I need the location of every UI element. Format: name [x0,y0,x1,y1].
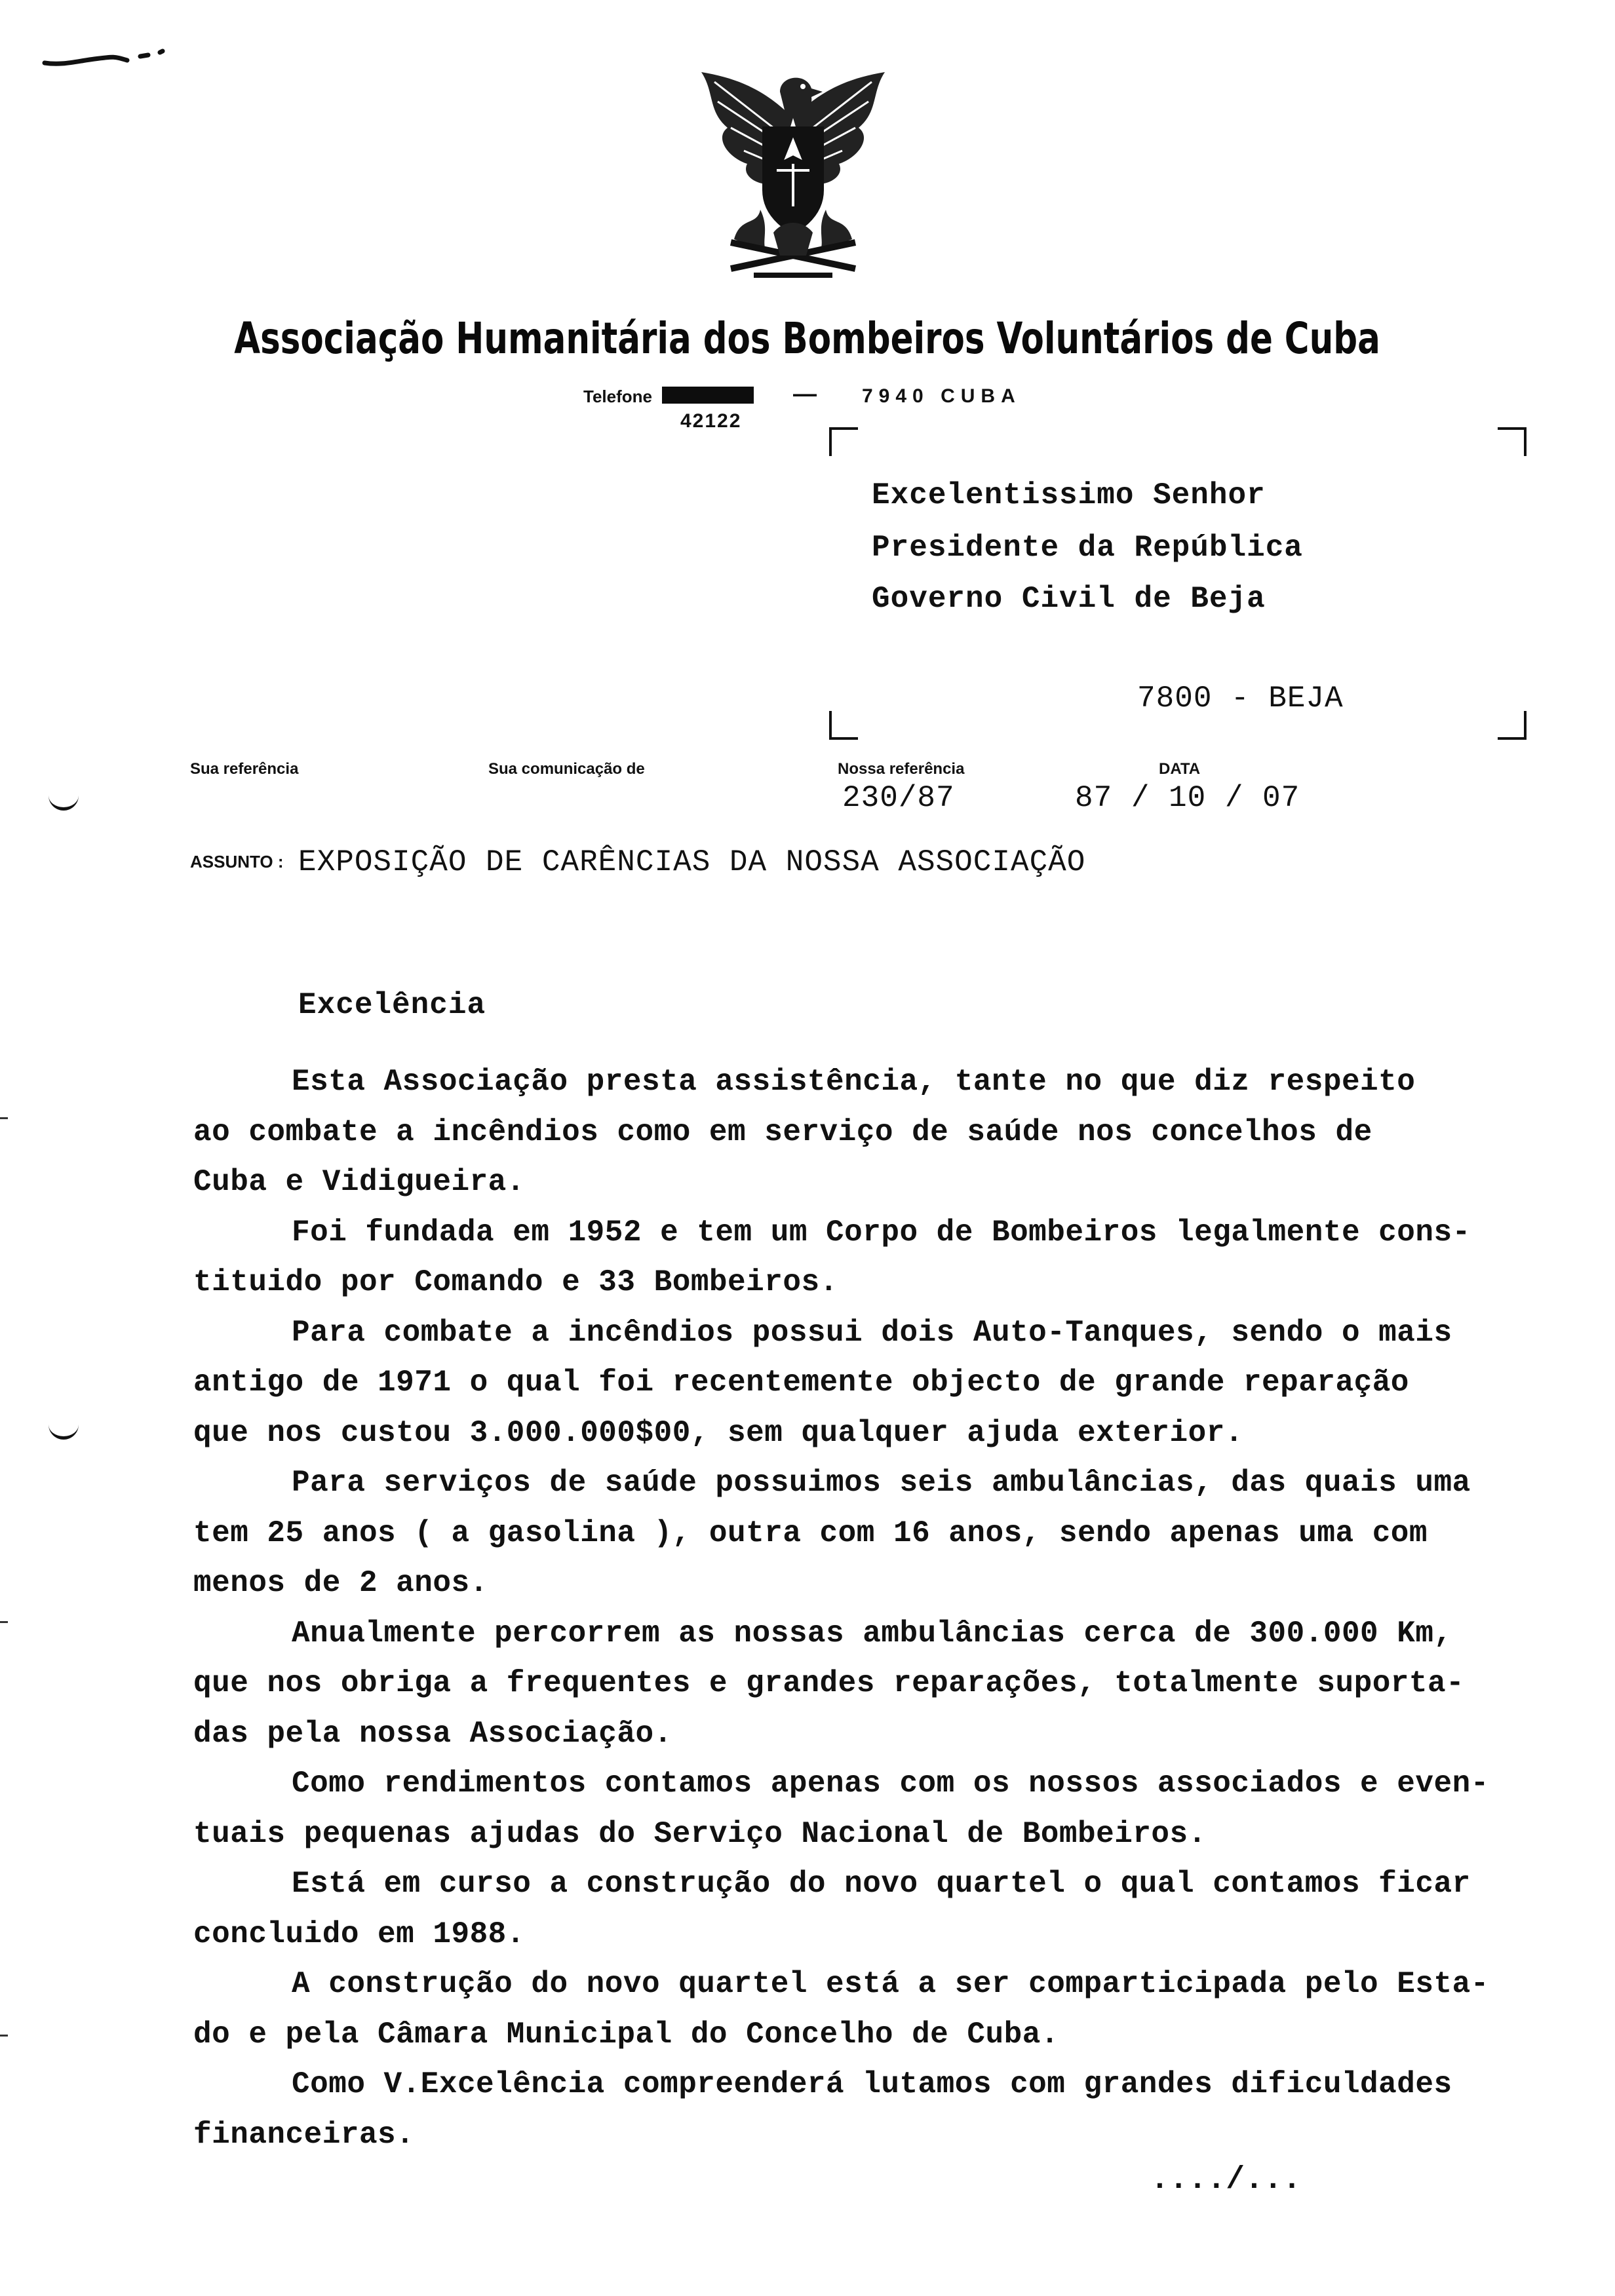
recipient-line: Presidente da República [872,531,1303,565]
body-line: A construção do novo quartel está a ser comparticipada pelo Esta- [292,1967,1489,2001]
phone-number: 42122 [680,410,742,432]
body-line: Como V.Excelência compreenderá lutamos com grandes dificuldades [292,2067,1452,2101]
body-line: que nos obriga a frequentes e grandes reparações, totalmente suporta- [193,1666,1465,1700]
phone-dash: — [793,380,817,407]
subject-label: ASSUNTO : [190,852,284,871]
recipient-postal-line: 7800 - BEJA [1137,681,1344,716]
body-line: Cuba e Vidigueira. [193,1165,525,1199]
body-line: Anualmente percorrem as nossas ambulâncias cerca de 300.000 Km, [292,1616,1452,1651]
body-line: Foi fundada em 1952 e tem um Corpo de Bombeiros legalmente cons- [292,1215,1471,1250]
recipient-line: Governo Civil de Beja [872,582,1266,616]
margin-scribble [42,46,166,72]
body-line: Esta Associação presta assistência, tante no que diz respeito [292,1065,1416,1099]
continuation-mark: ..../... [1150,2162,1302,2198]
punch-hole-mark [49,1421,79,1440]
date-value: 87 / 10 / 07 [1075,781,1300,815]
body-line: Para combate a incêndios possui dois Auto-Tanques, sendo o mais [292,1315,1452,1350]
your-reference-label: Sua referência [190,760,299,778]
address-window-corner [1498,711,1527,740]
margin-tick [0,2035,8,2037]
redaction-bar [662,387,754,404]
body-line: Como rendimentos contamos apenas com os nossos associados e even- [292,1767,1489,1801]
recipient-line: Excelentissimo Senhor [872,478,1266,512]
greeting: Excelência [298,988,486,1022]
body-line: que nos custou 3.000.000$00, sem qualquer ajuda exterior. [193,1415,1243,1450]
eagle-emblem-icon [695,66,891,288]
body-line: menos de 2 anos. [193,1566,488,1600]
address-window-corner [829,711,858,740]
body-line: Está em curso a construção do novo quartel o qual contamos ficar [292,1867,1471,1901]
body-line: tituido por Comando e 33 Bombeiros. [193,1265,838,1299]
punch-hole-mark [49,792,79,811]
phone-label: Telefone [583,387,652,406]
body-line: concluido em 1988. [193,1917,525,1951]
organization-name: Associação Humanitária dos Bombeiros Voluntários de Cuba [234,313,1380,364]
address-window-corner [829,427,858,456]
body-line: antigo de 1971 o qual foi recentemente objecto de grande reparação [193,1366,1409,1400]
body-line: tuais pequenas ajudas do Serviço Nacional de Bombeiros. [193,1816,1207,1851]
body-line: Para serviços de saúde possuimos seis ambulâncias, das quais uma [292,1466,1471,1500]
subject-value: EXPOSIÇÃO DE CARÊNCIAS DA NOSSA ASSOCIAÇÃO [298,845,1086,879]
body-line: tem 25 anos ( a gasolina ), outra com 16 anos, sendo apenas uma com [193,1516,1428,1550]
date-label: DATA [1159,760,1201,778]
body-line: das pela nossa Associação. [193,1716,672,1751]
our-reference-label: Nossa referência [838,760,965,778]
body-line: financeiras. [193,2117,415,2152]
your-communication-label: Sua comunicação de [488,760,645,778]
address-window-corner [1498,427,1527,456]
margin-tick [0,1117,8,1119]
margin-tick [0,1621,8,1623]
body-line: ao combate a incêndios como em serviço de saúde nos concelhos de [193,1115,1372,1149]
body-line: do e pela Câmara Municipal do Concelho de Cuba. [193,2017,1059,2052]
postal-code-city: 7940 CUBA [862,385,1021,407]
our-reference-value: 230/87 [842,781,955,815]
